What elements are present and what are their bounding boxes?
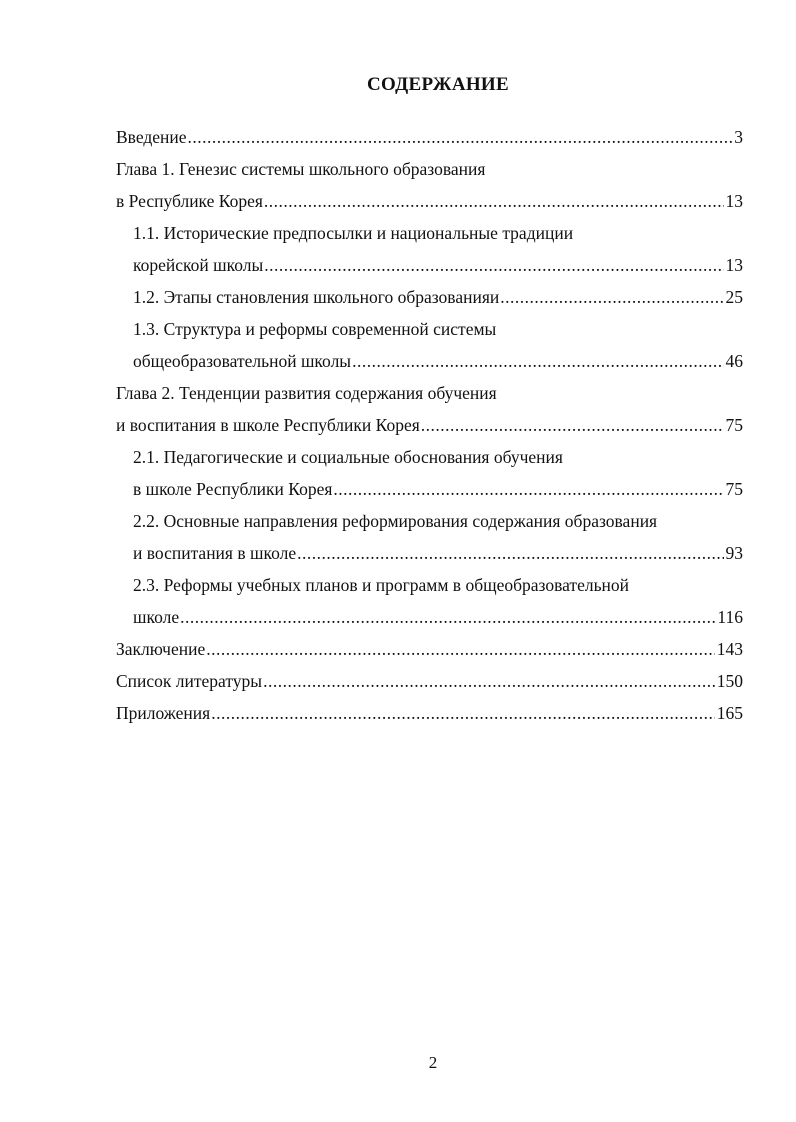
toc-entry-2-1[interactable]	[133, 479, 743, 503]
toc-entry-text: 2.1. Педагогические и социальные обоснования обучения	[133, 447, 563, 467]
toc-entry-page: 75	[725, 415, 743, 435]
toc-entry-text: 1.1. Исторические предпосылки и национальные традиции	[133, 223, 574, 243]
toc-entry-page: 46	[725, 351, 743, 371]
toc-entry-1-3-line-1[interactable]	[133, 319, 496, 343]
toc-entry-text: Список литературы	[116, 671, 263, 691]
toc-entry-page: 143	[716, 639, 743, 659]
toc-entry-text: школе	[133, 607, 180, 627]
toc-entry-1-2[interactable]	[133, 287, 743, 311]
toc-entry-page: 75	[725, 479, 743, 499]
toc-leader-dots	[500, 287, 723, 308]
toc-leader-dots	[264, 255, 723, 276]
toc-leader-dots	[211, 703, 715, 724]
toc-entry-text: и воспитания в школе	[133, 543, 297, 563]
toc-entry-page: 116	[717, 607, 743, 627]
toc-entry-text: 2.2. Основные направления реформирования содержания образования	[133, 511, 658, 531]
toc-entry-2-3[interactable]	[133, 607, 743, 631]
toc-entry-2-3-line-1[interactable]	[133, 575, 629, 599]
toc-entry-chapter-2-line-1[interactable]	[116, 383, 497, 407]
toc-leader-dots	[352, 351, 723, 372]
toc-entry-introduction[interactable]	[116, 127, 743, 151]
toc-entry-text: корейской школы	[133, 255, 264, 275]
toc-entry-page: 13	[725, 191, 743, 211]
toc-entry-text: Приложения	[116, 703, 211, 723]
toc-entry-page: 13	[725, 255, 743, 275]
toc-entry-1-1-line-1[interactable]	[133, 223, 573, 247]
toc-entry-page: 165	[716, 703, 743, 723]
toc-entry-text: и воспитания в школе Республики Корея	[116, 415, 420, 435]
toc-leader-dots	[333, 479, 723, 500]
toc-entry-text: Заключение	[116, 639, 206, 659]
toc-entry-page: 93	[725, 543, 743, 563]
toc-entry-2-2-line-1[interactable]	[133, 511, 657, 535]
toc-entry-text: 1.3. Структура и реформы современной системы	[133, 319, 497, 339]
toc-entry-text: 1.2. Этапы становления школьного образованияи	[133, 287, 500, 307]
toc-entry-references[interactable]	[116, 671, 743, 695]
toc-leader-dots	[297, 543, 723, 564]
toc-leader-dots	[188, 127, 733, 148]
toc-entry-1-3[interactable]	[133, 351, 743, 375]
toc-entry-text: Введение	[116, 127, 187, 147]
toc-leader-dots	[263, 671, 715, 692]
toc-leader-dots	[206, 639, 715, 660]
page-number: 2	[428, 1053, 438, 1072]
toc-leader-dots	[264, 191, 724, 212]
toc-entry-text: Глава 2. Тенденции развития содержания обучения	[116, 383, 497, 403]
page-title: СОДЕРЖАНИЕ	[367, 74, 509, 95]
toc-entry-appendices[interactable]	[116, 703, 743, 727]
toc-entry-chapter-2[interactable]	[116, 415, 743, 439]
toc-entry-conclusion[interactable]	[116, 639, 743, 663]
toc-entry-text: общеобразовательной школы	[133, 351, 352, 371]
toc-entry-chapter-1[interactable]	[116, 191, 743, 215]
toc-entry-text: в школе Республики Корея	[133, 479, 333, 499]
toc-leader-dots	[421, 415, 724, 436]
toc-entry-page: 150	[716, 671, 743, 691]
toc-leader-dots	[180, 607, 715, 628]
toc-entry-1-1[interactable]	[133, 255, 743, 279]
toc-entry-2-2[interactable]	[133, 543, 743, 567]
toc-entry-text: 2.3. Реформы учебных планов и программ в общеобразовательной	[133, 575, 630, 595]
toc-entry-chapter-1-line-1[interactable]	[116, 159, 485, 183]
toc-entry-text: Глава 1. Генезис системы школьного образования	[116, 159, 486, 179]
toc-entry-page: 25	[725, 287, 743, 307]
toc-entry-2-1-line-1[interactable]	[133, 447, 563, 471]
toc-entry-page: 3	[734, 127, 743, 147]
toc-entry-text: в Республике Корея	[116, 191, 263, 211]
